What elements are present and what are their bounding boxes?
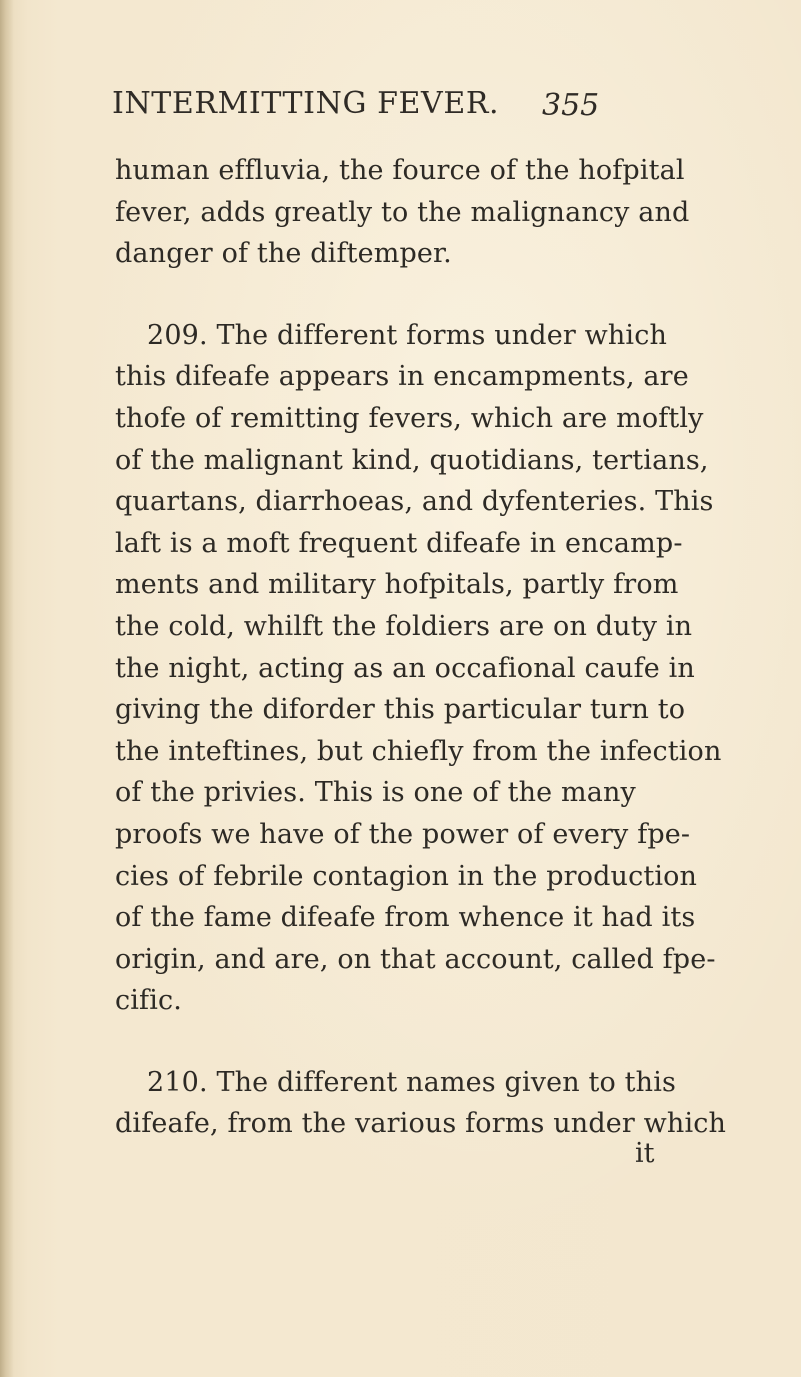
page-header xyxy=(112,86,632,130)
paragraph-gap xyxy=(115,1022,715,1062)
paragraph-start-210: 210. The different names given to this xyxy=(147,1066,676,1098)
text-line: of the fame difeafe from whence it had its xyxy=(115,902,696,934)
paragraph-start-209: 209. The different forms under which xyxy=(147,319,668,351)
running-title: INTERMITTING FEVER. xyxy=(112,86,500,121)
text-line: of the privies. This is one of the many xyxy=(115,777,636,809)
text-line: of the malignant kind, quotidians, tertians, xyxy=(115,444,709,476)
text-line: origin, and are, on that account, called fpe- xyxy=(115,943,716,975)
text-line: the inteftines, but chiefly from the infection xyxy=(115,735,722,767)
text-line: laft is a moft frequent difeafe in encamp- xyxy=(115,527,683,559)
text-line: ments and military hofpitals, partly from xyxy=(115,569,679,601)
paragraph-gap xyxy=(115,275,715,315)
text-line: difeafe, from the various forms under which xyxy=(115,1108,727,1140)
page-number: 355 xyxy=(542,88,600,123)
text-line: cific. xyxy=(115,985,182,1017)
text-line: human effluvia, the fource of the hofpital xyxy=(115,155,685,186)
text-line: giving the diforder this particular turn to xyxy=(115,694,686,726)
binding-edge xyxy=(0,0,14,1377)
text-line: the cold, whilft the foldiers are on duty in xyxy=(115,610,693,642)
body-text xyxy=(115,150,727,1145)
text-line: thofe of remitting fevers, which are moftly xyxy=(115,402,704,434)
text-line: quartans, diarrhoeas, and dyfenteries. This xyxy=(115,486,714,518)
catchword: it xyxy=(635,1138,655,1169)
text-line: the night, acting as an occafional caufe in xyxy=(115,652,695,684)
text-line: this difeafe appears in encampments, are xyxy=(115,361,689,393)
text-line: danger of the diftemper. xyxy=(115,238,452,270)
text-line: fever, adds greatly to the malignancy and xyxy=(115,196,690,228)
text-line: cies of febrile contagion in the production xyxy=(115,860,698,892)
text-line: proofs we have of the power of every fpe- xyxy=(115,818,691,850)
